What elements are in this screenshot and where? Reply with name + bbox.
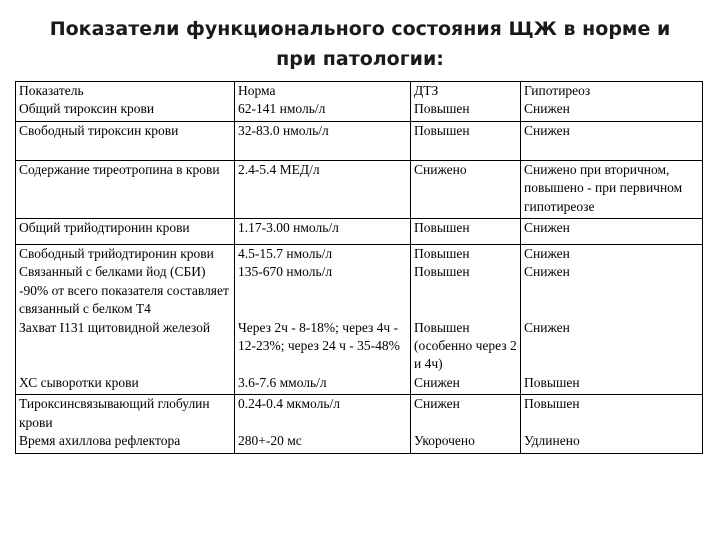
table-cell: Снижен [521, 219, 703, 245]
header-cell: Показатель [16, 82, 235, 101]
table-cell: Общий тироксин крови [16, 100, 235, 121]
table-row [16, 245, 703, 264]
table-cell: 2.4-5.4 МЕД/л [235, 160, 411, 218]
table-cell: 3.6-7.6 ммоль/л [235, 374, 411, 395]
table-cell: Свободный тироксин крови [16, 121, 235, 160]
table-header-row [16, 82, 703, 101]
table-cell: Снижен [521, 245, 703, 264]
table-cell: Повышен [411, 219, 521, 245]
table-cell: Свободный трийодтиронин крови [16, 245, 235, 264]
header-cell: Гипотиреоз [521, 82, 703, 101]
table-cell: 32-83.0 нмоль/л [235, 121, 411, 160]
table-cell: Удлинено [521, 432, 703, 453]
table-row [16, 395, 703, 432]
table-cell: Повышен [411, 245, 521, 264]
table-cell: 4.5-15.7 нмоль/л [235, 245, 411, 264]
table-cell: Повышен [411, 100, 521, 121]
table-cell: 0.24-0.4 мкмоль/л [235, 395, 411, 432]
table-cell: Повышен [411, 263, 521, 318]
table-cell: Захват I131 щитовидной железой [16, 319, 235, 374]
table-cell: Снижен [411, 395, 521, 432]
table-cell: Тироксинсвязывающий глобулин крови [16, 395, 235, 432]
table-cell: Снижен [521, 100, 703, 121]
table-row [16, 160, 703, 218]
table-cell: Укорочено [411, 432, 521, 453]
table-cell: Снижен [521, 319, 703, 374]
table-cell: Снижен [521, 121, 703, 160]
table-cell: Повышен (особенно через 2 и 4ч) [411, 319, 521, 374]
table-row [16, 374, 703, 395]
table-cell: 280+-20 мс [235, 432, 411, 453]
table-row [16, 219, 703, 245]
table-row [16, 100, 703, 121]
table-cell: Содержание тиреотропина в крови [16, 160, 235, 218]
header-cell: ДТЗ [411, 82, 521, 101]
table-cell: 1.17-3.00 нмоль/л [235, 219, 411, 245]
table-cell: Снижен [521, 263, 703, 318]
table-cell: 62-141 нмоль/л [235, 100, 411, 121]
table-cell: Снижено при вторичном, повышено - при первичном гипотиреозе [521, 160, 703, 218]
table-cell: Через 2ч - 8-18%; через 4ч - 12-23%; через 24 ч - 35-48% [235, 319, 411, 374]
table-row [16, 121, 703, 160]
thyroid-indicators-table [15, 81, 703, 454]
table-row [16, 432, 703, 453]
table-row [16, 319, 703, 374]
table-cell: Общий трийодтиронин крови [16, 219, 235, 245]
header-cell: Норма [235, 82, 411, 101]
table-cell: ХС сыворотки крови [16, 374, 235, 395]
table-cell: Снижен [411, 374, 521, 395]
table-cell: Время ахиллова рефлектора [16, 432, 235, 453]
table-cell: Повышен [521, 374, 703, 395]
table-cell: 135-670 нмоль/л [235, 263, 411, 318]
table-cell: Повышен [411, 121, 521, 160]
table-cell: Снижено [411, 160, 521, 218]
page-title: Показатели функционального состояния ЩЖ в норме и при патологии: [49, 18, 671, 70]
table-cell: Повышен [521, 395, 703, 432]
table-cell: Связанный с белками йод (СБИ) -90% от всего показателя составляет связанный с белком Т4 [16, 263, 235, 318]
table-row [16, 263, 703, 318]
